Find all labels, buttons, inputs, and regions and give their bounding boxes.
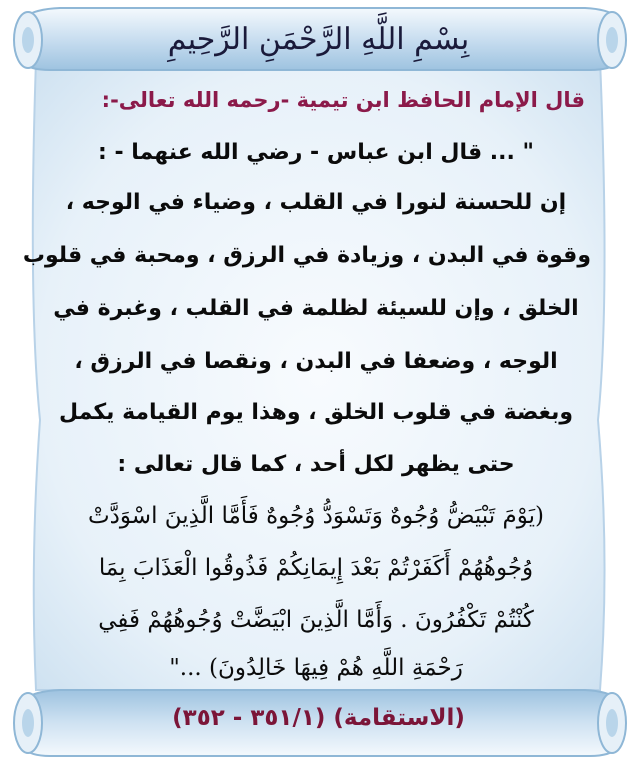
text-line: إن للحسنة لنورا في القلب ، وضياء في الوجه ، — [65, 190, 567, 215]
scroll-content — [22, 0, 597, 768]
quran-verse-line: كُنْتُمْ تَكْفُرُونَ . وَأَمَّا الَّذِينَ ابْيَضَّتْ وُجُوهُهُمْ فَفِي — [98, 607, 534, 633]
text-line: وقوة في البدن ، وزيادة في الرزق ، ومحبة في قلوب — [22, 243, 591, 268]
text-line: " ... قال ابن عباس - رضي الله عنهما - : — [97, 140, 534, 165]
source-reference: (الاستقامة) (٣٥١/١ - ٣٥٢) — [172, 705, 465, 731]
text-line: الوجه ، وضعفا في البدن ، ونقصا في الرزق ، — [74, 349, 558, 374]
quran-verse-line: وُجُوهُهُمْ أَكَفَرْتُمْ بَعْدَ إِيمَانِكُمْ فَذُوقُوا الْعَذَابَ بِمَا — [98, 555, 534, 581]
text-line: الخلق ، وإن للسيئة لظلمة في القلب ، وغبرة في — [53, 296, 579, 321]
quote-attribution: قال الإمام الحافظ ابن تيمية -رحمه الله تعالى-: — [101, 88, 585, 112]
text-line: حتى يظهر لكل أحد ، كما قال تعالى : — [117, 452, 515, 477]
quran-verse-line: (يَوْمَ تَبْيَضُّ وُجُوهٌ وَتَسْوَدُّ وُجُوهٌ فَأَمَّا الَّذِينَ اسْوَدَّتْ — [88, 503, 544, 529]
quran-verse-line: رَحْمَةِ اللَّهِ هُمْ فِيهَا خَالِدُونَ) ..." — [169, 655, 463, 681]
basmala-calligraphy: بِسْمِ اللَّهِ الرَّحْمَنِ الرَّحِيمِ — [167, 22, 470, 57]
text-line: وبغضة في قلوب الخلق ، وهذا يوم القيامة يكمل — [58, 400, 574, 425]
